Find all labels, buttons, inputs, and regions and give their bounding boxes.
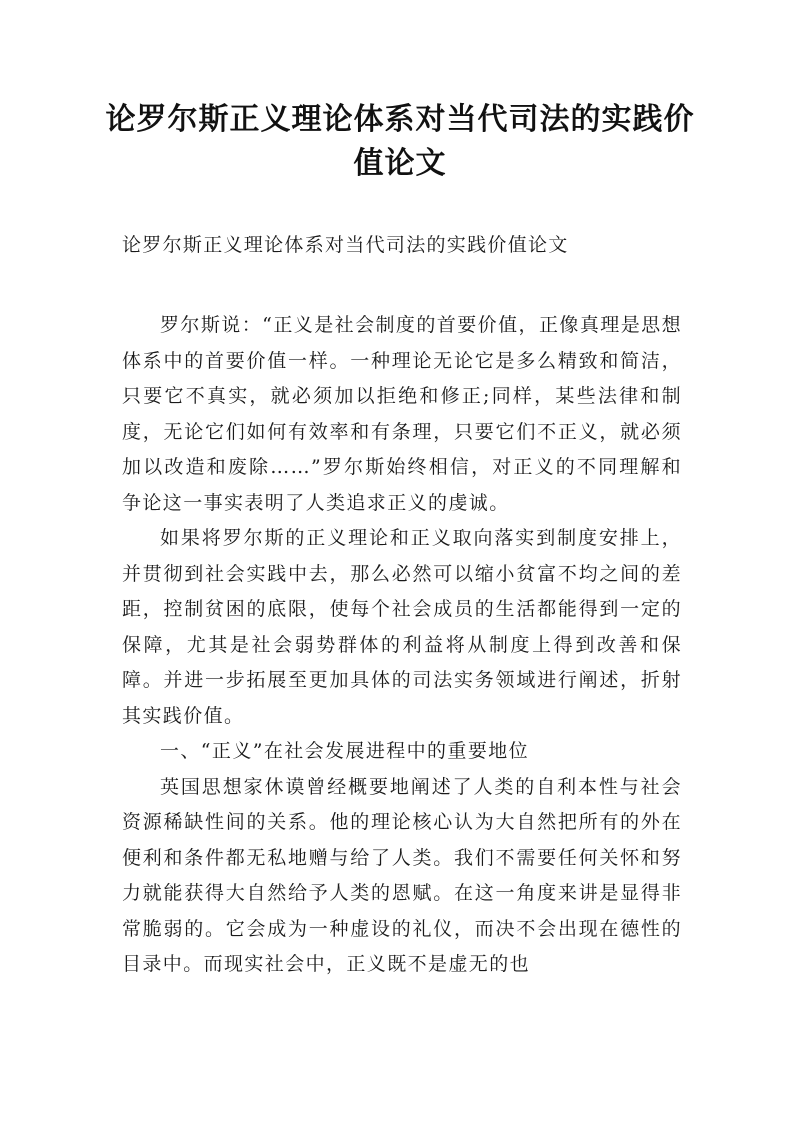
document-title: 论罗尔斯正义理论体系对当代司法的实践价值论文	[105, 102, 695, 181]
paragraph-1: 罗尔斯说：“正义是社会制度的首要价值，正像真理是思想体系中的首要价值一样。一种理论无论它是多么精致和简洁，只要它不真实，就必须加以拒绝和修正;同样，某些法律和制度，无论它们如何有效率和有条理，只要它们不正义，就必须加以改造和废除……”罗尔斯始终相信，对正义的不同理解和争论这一事实表明了人类追求正义的虔诚。	[122, 314, 682, 514]
section-paragraph: 英国思想家休谟曾经概要地阐述了人类的自利本性与社会资源稀缺性间的关系。他的理论核心认为大自然把所有的外在便利和条件都无私地赠与给了人类。我们不需要任何关怀和努力就能获得大自然给予人类的恩赋。在这一角度来讲是显得非常脆弱的。它会成为一种虚设的礼仪，而决不会出现在德性的目录中。而现实社会中，正义既不是虚无的也	[122, 775, 682, 975]
section-heading: 一、“正义”在社会发展进程中的重要地位	[160, 740, 530, 762]
document-body	[122, 308, 682, 983]
document-subtitle: 论罗尔斯正义理论体系对当代司法的实践价值论文	[122, 234, 569, 256]
paragraph-2: 如果将罗尔斯的正义理论和正义取向落实到制度安排上，并贯彻到社会实践中去，那么必然可以缩小贫富不均之间的差距，控制贫困的底限，使每个社会成员的生活都能得到一定的保障，尤其是社会弱势群体的利益将从制度上得到改善和保障。并进一步拓展至更加具体的司法实务领域进行阐述，折射其实践价值。	[122, 527, 682, 727]
